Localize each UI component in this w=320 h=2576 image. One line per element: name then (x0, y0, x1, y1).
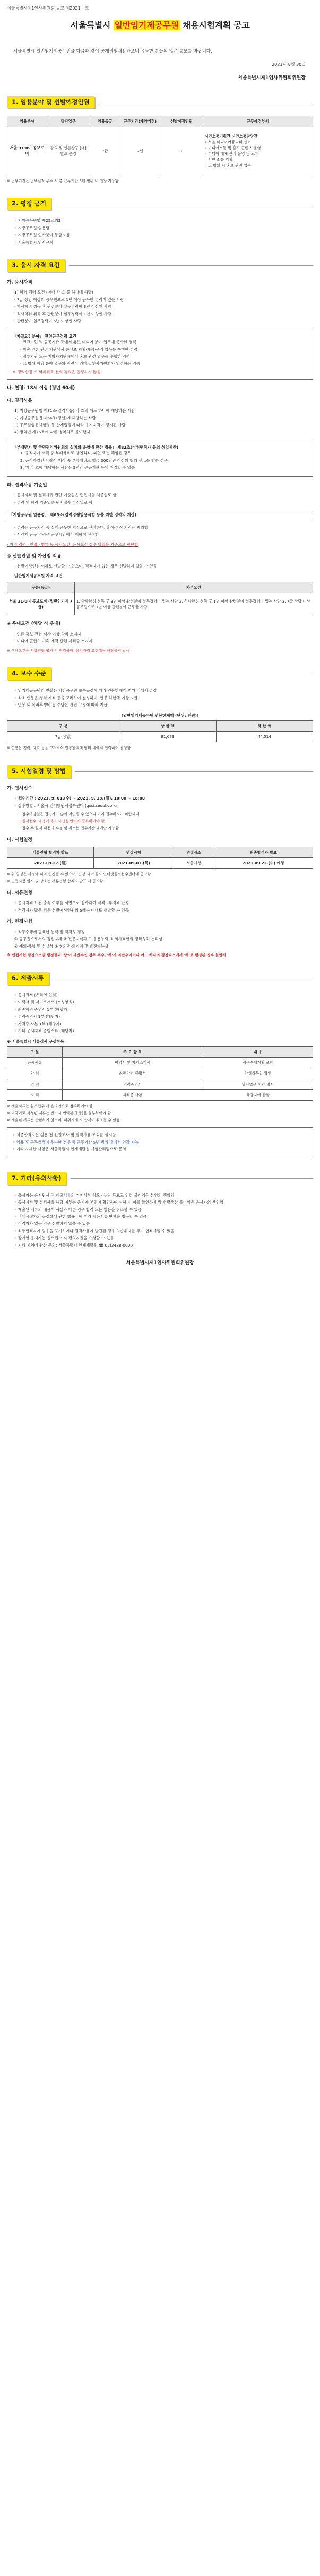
box-list (13, 450, 307, 470)
table-header-row (7, 721, 313, 732)
table-cell: 2021.09.01.(목) (94, 858, 174, 869)
salary-table-caption: [일반임기제공무원 연봉한계액 (단위: 천원)] (121, 712, 199, 718)
salary-list (7, 688, 313, 708)
list-item: ◦ 임용 후 근무실적이 우수한 경우 총 근무기간 5년 범위 내에서 연장 가능 (13, 1139, 139, 1145)
table-header: 상 한 액 (119, 721, 216, 732)
list-item: ◦ 임기제공무원의 연봉은 지방공무원 보수규정에 따라 연봉한계액 범위 내에서 결정 (14, 688, 157, 693)
duty-item: ◦ 미디어 매체 관리 운영 및 교류 (204, 151, 258, 157)
list-item: ◦ 제출된 서류의 내용이 사실과 다른 경우 합격 또는 임용을 취소할 수 있음 (14, 1207, 142, 1212)
table-header: 면접시험 (94, 847, 174, 858)
qualification-title: 가. 응시자격 (7, 279, 32, 285)
table-cell: 7급(상당) (7, 732, 119, 742)
list-item: ◦ 연봉 외 복리후생비 등 수당은 관련 규정에 따라 지급 (14, 702, 108, 708)
table-cell: 자 격 (7, 1089, 63, 1100)
section-7-title: 7. 기타(유의사항) (7, 1172, 66, 1185)
table-row (7, 1089, 313, 1100)
duty-item: ◦ 미디어소통 및 홍보 콘텐츠 운영 (204, 145, 261, 150)
title-highlight: 일반임기제공무원 (114, 20, 179, 31)
documents-notes (7, 1104, 313, 1123)
schedule-table (7, 847, 313, 869)
list-item: ◦ 적격자가 많은 경우 선발예정인원의 5배수 이내로 선발할 수 있음 (14, 907, 129, 913)
list-item: ※ 제출된 서류는 반환하지 않으며, 허위기재 시 합격이 취소될 수 있음 (7, 1118, 120, 1122)
list-item: ◦ 기타 시험에 관한 문의: 서울특별시 인재개발원 ☎ 02)3488-0000 (14, 1242, 133, 1248)
disqualification-title: 다. 결격사유 (7, 398, 32, 403)
table-cell: 이력서 및 자기소개서 (62, 1058, 203, 1068)
table-row (7, 593, 313, 615)
table-row (7, 1058, 313, 1068)
documents-table (7, 1046, 313, 1101)
list-item: ◦ 응시자격 및 결격사유 해당 여부는 응시자 본인이 확인하여야 하며, 이를 확인하지 않아 발생한 불이익은 응시자의 책임임 (14, 1200, 224, 1205)
table-header: 면접장소 (174, 847, 214, 858)
table-cell: 서울시청 (174, 858, 214, 869)
table-cell: 7급 (90, 127, 120, 175)
issuer: 서울특별시제1인사위원회위원장 (238, 75, 306, 81)
table-cell: 서울 31·0여 공보도비 (7, 127, 47, 175)
title-suffix: 채용시험계획 공고 (183, 20, 250, 31)
salary-note: ※ 연봉은 경력, 자격 등을 고려하여 연봉한계액 범위 내에서 협의하여 결정함 (7, 746, 131, 751)
selection-title: ◎ 선발인원 및 가산점 적용 (7, 553, 62, 559)
disqualification-list (7, 408, 313, 435)
list-item: · 언론·홍보 관련 석사 이상 학위 소지자 (14, 631, 81, 637)
career-calc-list (7, 525, 313, 538)
list-item: · 그 밖에 해당 분야 업무와 관련이 있다고 인사위원회가 인정하는 경력 (20, 361, 140, 366)
divider (71, 1178, 313, 1179)
list-item: ◦ 기타 자세한 사항은 서울특별시 인재개발원 시험관리팀으로 문의 (13, 1147, 126, 1152)
list-item: · 학사학위 취득 후 관련분야 실무경력이 3년 이상인 사람 (14, 304, 111, 310)
box-list (13, 339, 307, 367)
list-item: · 미디어 콘텐츠 기획·제작 관련 자격증 소지자 (14, 639, 93, 644)
table-row (7, 732, 313, 742)
list-item: ◦ 응시자는 응시원서 및 제출서류의 기재사항 착오 · 누락 등으로 인한 불이익은 본인의 책임임 (14, 1192, 175, 1198)
list-item: ◦ 장애인 응시자는 원서접수 시 편의지원을 요청할 수 있음 (14, 1235, 114, 1241)
table-footnote: ※ 근무기간은 근무실적 우수 시 총 근무기간 5년 범위 내 연장 가능함 (7, 178, 119, 183)
table-cell: 해당자에 한함 (203, 1089, 313, 1100)
page-title (7, 19, 313, 32)
preference-list (7, 631, 313, 645)
table-cell: 강의 및 언론창구 [대] 발표 운영 (47, 127, 90, 175)
table-header: 근무예정부서 (203, 116, 313, 127)
list-item: ◦ 최종합격자는 임용 전 신원조사 및 결격사유 조회를 실시함 (13, 1132, 116, 1138)
list-item: ◦ 응시원서 (온라인 입력) (14, 992, 58, 998)
list-item: ◦ 지방공무원법 제25조의2 (14, 218, 61, 224)
title-prefix: 서울특별시 (70, 20, 111, 31)
documents-list (7, 992, 313, 1034)
table-cell: 2021.09.22.(수) 예정 (214, 858, 313, 869)
list-item: 3) 공무원임용시험령 등 관계법령에 따라 응시자격이 정지된 사람 (14, 422, 126, 427)
documents-table-caption: ※ 서울특별시 서류심사 구성항목 (7, 1038, 64, 1044)
section-4-heading (7, 667, 313, 680)
list-item: ◦ 지방공무원 인사분야 통합지침 (14, 233, 70, 238)
list-item: ◦ 서울특별시 인사규칙 (14, 239, 54, 245)
table-header: 구 분 (7, 721, 119, 732)
list-item: ◦ 이력서 및 자기소개서 (소정양식) (14, 1000, 74, 1005)
list-item: ◦ 경력증명서 1부 (해당자) (14, 1014, 60, 1019)
list-item: ※ 제출서류는 원서접수 시 온라인으로 첨부하여야 함 (7, 1104, 93, 1109)
table-row (7, 1068, 313, 1079)
table-header: 자격요건 (74, 582, 313, 593)
box-list (13, 1132, 307, 1152)
list-item: · 석사학위 취득 후 관련분야 실무경력이 1년 이상인 사람 (14, 311, 111, 316)
list-item: 2) 지방공무원법 제66조(정년)에 해당하는 사람 (14, 415, 96, 420)
list-item: 3. 위 각 호에 해당하는 사람은 5년간 공공기관 등에 취업할 수 없음 (20, 465, 135, 470)
table-cell: 44,514 (216, 732, 313, 742)
table-header: 선발예정인원 (160, 116, 203, 127)
list-item: 1. 공직자가 재직 중 부패행위로 당연퇴직, 파면 또는 해임된 경우 (20, 451, 132, 456)
list-item: · 접수마감일은 접속자가 많아 지연될 수 있으니 미리 접수하시기 바랍니다 (20, 812, 140, 817)
list-item: ◦ 최종합격자가 임용을 포기하거나 결격사유가 발견된 경우 차순위자를 추가 합격시킬 수 있음 (14, 1228, 175, 1233)
duty-item: ◦ 서울 미디어커뮤니티 센터 (204, 139, 252, 144)
interview-list (7, 929, 313, 949)
list-item: 1) 지방공무원법 제31조(결격사유) 각 호의 어느 하나에 해당하는 사람 (14, 408, 135, 414)
career-calc-bar: 「지방공무원 임용령」 제65조(경력경쟁임용시험 등을 위한 경력의 계산) (7, 510, 313, 520)
table-header: 내 용 (203, 1047, 313, 1058)
box-title: 「자질요건분야」 관련근무경력 요건 (13, 333, 76, 339)
list-item: · 방송·언론 관련 기관에서 콘텐츠 기획·제작·운영 업무를 수행한 경력 (20, 347, 137, 352)
table-cell: 경력증명서 (62, 1079, 203, 1089)
list-item: · 원서접수 시 응시자의 사진을 반드시 등록하여야 함 (20, 819, 105, 824)
section-4-title: 4. 보수 수준 (7, 667, 51, 680)
section-5-title: 5. 시험일정 및 방법 (7, 765, 71, 778)
table-cell: 최종학력 증명서 (62, 1068, 203, 1079)
list-item: · 관련분야 실무경력이 5년 이상인 사람 (14, 319, 81, 324)
age-title: 나. 연령: 18세 이상 (정년 60세) (7, 385, 75, 391)
table-header: 하 한 액 (216, 721, 313, 732)
preference-title: ◈ 우대요건 (해당 시 우대) (7, 621, 61, 627)
application-title: 가. 원서접수 (7, 786, 32, 792)
notice-number: 서울특별시제1인사위원회 공고 제2021 - 호 (7, 6, 89, 11)
list-item: · 민간기업 및 공공기관 등에서 홍보·미디어 분야 업무에 종사한 경력 (20, 340, 136, 345)
list-item: ◦ 지방공무원 임용령 (14, 225, 50, 230)
table-header: 서류전형 합격자 발표 (7, 847, 94, 858)
table-header: 최종합격자 발표 (214, 847, 313, 858)
red-note: ※ 경력산정 시 학위취득 전의 경력은 인정하지 않음 (13, 369, 101, 374)
schedule-title: 나. 시험일정 (7, 837, 32, 843)
table-header: 임용등급 (90, 116, 120, 127)
list-item: · 7급 상당 이상의 공무원으로 1년 이상 근무한 경력이 있는 사람 (14, 297, 124, 302)
list-item: ◦ 기타 응시자격 증빙서류 (해당자) (14, 1028, 74, 1034)
dept-name: 시민소통기획관 시민소통담당관 (204, 133, 258, 139)
list-item: ※ 외국어로 작성된 서류는 반드시 번역본(공증)을 첨부하여야 함 (7, 1111, 111, 1115)
duty-item: ◦ 시민 소통 기획 (204, 157, 233, 162)
table-row (7, 127, 313, 175)
list-item: ◦ 접수기간 : 2021. 9. 01.(수) ~ 2021. 9. 13.(월), 10:00 ~ 18:00 (14, 796, 145, 801)
salary-table (7, 720, 313, 742)
table-cell: 담당업무·기간 명시 (203, 1079, 313, 1089)
table-cell: 1. 학사학위 취득 후 3년 이상 관련분야 실무경력이 있는 사람 2. 석사학위 취득 후 1년 이상 관련분야 실무경력이 있는 사람 3. 7급 상당 이상 공무원으로 1년 이상 관련분야 근무한 사람 (74, 593, 313, 615)
table-row (7, 858, 313, 869)
application-list (7, 795, 313, 809)
interview-note: ※ 면접시험 평정요소별 평정결과 '상'이 과반수인 경우 우수, '하'가 과반수이거나 어느 하나의 평정요소에서 '하'로 평정된 경우 불합격 (7, 953, 226, 958)
table-cell: 공통서류 (7, 1058, 63, 1068)
list-item: · 정부기관 또는 지방자치단체에서 홍보 관련 업무를 수행한 경력 (20, 354, 130, 359)
legal-basis-list (7, 218, 313, 245)
anticorruption-box (7, 440, 313, 477)
table-header: 주 요 항 목 (62, 1047, 203, 1058)
list-item: 2. 공직자였던 사람이 재직 중 부패행위로 벌금 300만원 이상의 형의 선고를 받은 경우 (20, 458, 168, 463)
list-item: ◦ 「채용절차의 공정화에 관한 법률」에 따라 채용서류 반환을 청구할 수 있음 (14, 1214, 147, 1220)
document-review-list (7, 900, 313, 913)
list-item: ◦ 접수방법 : 서울시 인터넷원서접수센터 (gosi.seoul.go.kr) (14, 803, 119, 808)
list-item: ※ 위 일정은 사정에 따라 변경될 수 있으며, 변경 시 서울시 인터넷원서접수센터에 공고함 (7, 872, 151, 877)
section-2-heading (7, 198, 313, 210)
table-cell: 서울 31·0여 공보도비 (일반임기제 7급) (7, 593, 75, 615)
schedule-notes (7, 872, 313, 885)
section-3-heading (7, 259, 313, 272)
list-item: ④ 예의·품행 및 성실성 ⑤ 창의력·의지력 및 발전가능성 (14, 943, 109, 949)
table-cell: 2021.09.27.(월) (7, 858, 94, 869)
footer-issuer: 서울특별시제1인사위원회위원장 (126, 1260, 194, 1266)
list-item: ◦ 적격자가 없는 경우 선발하지 않을 수 있음 (14, 1221, 90, 1226)
table-row (7, 1079, 313, 1089)
list-item: · 경력은 근무기간 중 실제 근무한 기간으로 산정하며, 휴직·정직 기간은 제외함 (14, 525, 148, 530)
notes-list (7, 1192, 313, 1249)
interview-title: 라. 면접시험 (7, 919, 32, 925)
notice-date: 2021년 8월 30일 (272, 62, 306, 67)
table-header-row (7, 116, 313, 127)
duty-item: ◦ 그 밖의 시 홍보 관련 업무 (204, 163, 251, 168)
intro-text: 서울특별시 일반임기제공무원을 다음과 같이 공개경쟁채용하오니 유능한 분들의 많은 응모를 바랍니다. (13, 48, 212, 54)
list-item: ① 공무원으로서의 정신자세 ② 전문지식과 그 응용능력 ③ 의사표현의 정확성과 논리성 (14, 937, 162, 942)
table-cell: 학 력 (7, 1068, 63, 1079)
table-header: 담당업무 (47, 116, 90, 127)
list-item: · 경력 및 학력 기준일은 원서접수 마감일로 함 (14, 500, 93, 505)
section-3-title: 3. 응시 자격 요건 (7, 259, 65, 272)
list-item: · 응시자격 및 결격사유 판단 기준일은 면접시험 최종일로 함 (14, 493, 117, 498)
reference-date-title: 라. 결격사유 기준일 (7, 482, 47, 488)
list-item: 1) 학력·경력 요건 (아래 각 호 중 하나에 해당) (14, 290, 93, 295)
list-item: ※ 면접시험 일시 및 장소는 서류전형 합격자 발표 시 공지함 (7, 879, 103, 884)
section-1-heading (7, 96, 313, 109)
table-header-row (7, 582, 313, 593)
reference-date-list (7, 492, 313, 505)
selection-sub: 일반임기제공무원 자격 요건 (14, 573, 63, 578)
section-6-title: 6. 제출서류 (7, 972, 49, 985)
preference-note: ※ 우대요건은 서류전형 평가 시 반영하며, 응시자격 요건에는 해당하지 않음 (7, 648, 129, 653)
qualification-table (7, 582, 313, 615)
list-item: ◦ 자격증 사본 1부 (해당자) (14, 1021, 62, 1026)
table-cell: 경 력 (7, 1079, 63, 1089)
criteria-note: - 자격·경력 · 연령 · 병역 등 응시요건, 응시요건 접수 당일을 기준으로 판단함 (7, 542, 139, 547)
recruitment-table (7, 116, 313, 175)
divider (75, 771, 313, 772)
divider (69, 265, 313, 266)
appointment-box (7, 1127, 313, 1158)
document-review-title: 다. 서류전형 (7, 890, 32, 896)
table-cell: 1 (160, 127, 203, 175)
table-header: 구 분 (7, 1047, 63, 1058)
table-header: 근무기간(계약기간) (120, 116, 160, 127)
section-1-title: 1. 임용분야 및 선발예정인원 (7, 96, 94, 109)
table-header: 구분(등급) (7, 582, 75, 593)
table-cell: 81,673 (119, 732, 216, 742)
list-item: ◦ 응시자격 요건 충족 여부를 서면으로 심사하여 적격 · 부적격 판정 (14, 900, 129, 906)
section-2-title: 2. 평정 근거 (7, 198, 51, 210)
qualification-list (7, 289, 313, 324)
list-item: ◦ 최초 연봉은 경력·자격 등을 고려하여 결정하며, 연봉 하한액 이상 지급 (14, 695, 138, 700)
list-item: ◦ 직무수행에 필요한 능력 및 적격성 검정 (14, 929, 85, 934)
table-header: 임용분야 (7, 116, 47, 127)
table-header-row (7, 847, 313, 858)
application-notes (7, 812, 313, 831)
list-item: ◦ 최종학력 증명서 1부 (해당자) (14, 1007, 69, 1012)
table-header-row (7, 1047, 313, 1058)
table-cell: 학위취득일 확인 (203, 1068, 313, 1079)
table-cell: 자격증 사본 (62, 1089, 203, 1100)
selection-line: - 선발예정인원 이하로 선발할 수 있으며, 적격자가 없는 경우 선발하지 않을 수 있음 (14, 564, 157, 569)
section-6-heading (7, 972, 313, 985)
table-cell: 직무수행계획 포함 (203, 1058, 313, 1068)
career-requirement-box (7, 329, 313, 380)
section-5-heading (7, 765, 313, 778)
table-cell: 2년 (120, 127, 160, 175)
box-title: 「부패방지 및 국민권익위원회의 설치와 운영에 관한 법률」 제82조(비위면직자 등의 취업제한) (13, 444, 178, 450)
duties-cell (203, 127, 313, 175)
list-item: 4) 병역법 제76조에 따른 병역의무 불이행자 (14, 430, 90, 435)
list-item: · 시간제 근무 경력은 근무시간에 비례하여 산정함 (14, 531, 99, 537)
list-item: · 접수 후 원서 내용의 수정 및 취소는 접수기간 내에만 가능함 (20, 826, 119, 831)
section-7-heading (7, 1172, 313, 1185)
